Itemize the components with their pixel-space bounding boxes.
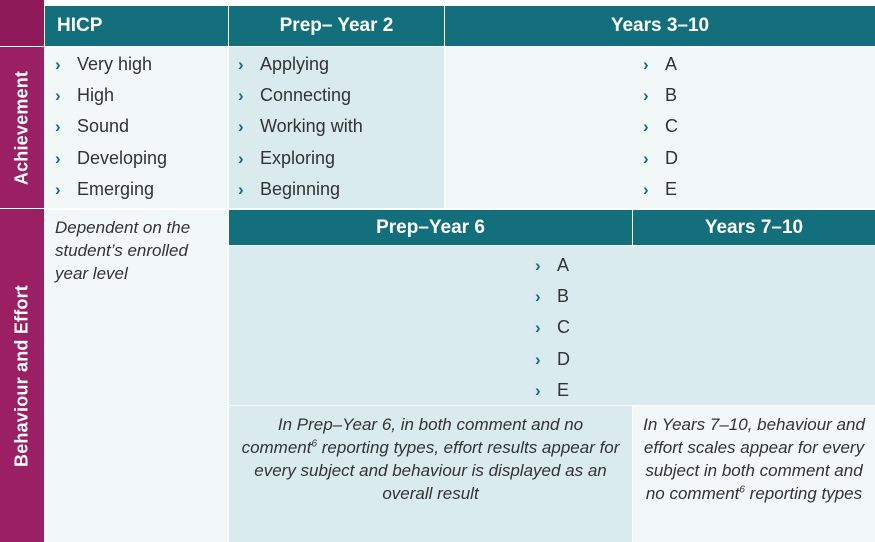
list-item (238, 80, 363, 111)
list-item-label: Working with (260, 116, 363, 137)
list-item-label: A (557, 255, 570, 275)
header-years-3-10: Years 3–10 (445, 6, 875, 46)
list-item (535, 375, 570, 406)
list-item-label: High (77, 85, 115, 106)
list-item-label: Connecting (260, 85, 352, 106)
chevron-right-icon: › (238, 86, 244, 106)
list-item (238, 174, 363, 205)
row-label-behaviour-effort (0, 209, 44, 542)
chevron-right-icon: › (55, 148, 61, 168)
footnote-marker: 6 (739, 484, 745, 496)
chevron-right-icon: › (238, 117, 244, 137)
list-item-label: E (557, 379, 570, 400)
chevron-right-icon: › (643, 55, 649, 74)
list-item (55, 174, 167, 205)
achievement-label: Achievement (11, 70, 32, 185)
list-item (238, 111, 363, 142)
hicp-scale-list (55, 49, 167, 205)
list-item (535, 312, 570, 343)
y710-note-part-a: In Years 7–10, behaviour and effort scales appear for every subject in both comment and no comment (643, 415, 865, 503)
chevron-right-icon: › (535, 318, 541, 338)
list-item-label: C (557, 317, 570, 338)
chevron-right-icon: › (643, 148, 649, 168)
list-item-label: Developing (77, 147, 168, 168)
y710-note-part-b: reporting types (744, 484, 863, 503)
list-item (643, 174, 678, 205)
chevron-right-icon: › (238, 148, 244, 168)
chevron-right-icon: › (535, 349, 541, 369)
list-item (55, 143, 167, 174)
list-item (643, 49, 678, 80)
chevron-right-icon: › (55, 117, 61, 137)
footnote-marker: 6 (311, 438, 318, 450)
list-item-label: Exploring (260, 147, 336, 168)
behaviour-effort-label: Behaviour and Effort (11, 284, 32, 467)
list-item-label: E (665, 178, 678, 199)
chevron-right-icon: › (643, 179, 649, 199)
chevron-right-icon: › (55, 179, 61, 199)
chevron-right-icon: › (55, 55, 61, 74)
list-item (238, 49, 363, 80)
list-item-label: B (557, 286, 570, 307)
chevron-right-icon: › (643, 86, 649, 106)
chevron-right-icon: › (643, 117, 649, 137)
list-item-label: D (665, 147, 678, 168)
list-item (643, 143, 678, 174)
header-prep-year6: Prep–Year 6 (229, 210, 632, 245)
list-item (535, 250, 570, 281)
header-prep-year2: Prep– Year 2 (229, 6, 444, 46)
prep6-note (240, 413, 621, 505)
list-item-label: Sound (77, 116, 130, 137)
corner-cell (0, 0, 44, 46)
list-item-label: Applying (260, 54, 330, 74)
list-item (238, 143, 363, 174)
header-years-7-10: Years 7–10 (633, 210, 875, 245)
chevron-right-icon: › (535, 287, 541, 307)
chevron-right-icon: › (238, 55, 244, 74)
prep2-scale-list (238, 49, 363, 205)
list-item (55, 111, 167, 142)
list-item-label: B (665, 85, 678, 106)
chevron-right-icon: › (535, 380, 541, 400)
list-item (643, 111, 678, 142)
hicp-behaviour-note: Dependent on the student’s enrolled year level (55, 218, 191, 283)
y710-note (637, 413, 871, 505)
prep6-note-part-b: reporting types, effort results appear for every subject and behaviour is displayed as an overall result (254, 438, 620, 503)
years-3-10-scale-list (643, 49, 678, 205)
chevron-right-icon: › (55, 86, 61, 106)
list-item-label: Emerging (77, 178, 155, 199)
list-item (535, 344, 570, 375)
list-item-label: Beginning (260, 178, 341, 199)
list-item-label: A (665, 54, 678, 74)
list-item-label: Very high (77, 54, 153, 74)
row-label-achievement (0, 47, 44, 208)
behaviour-scale-list (535, 250, 570, 406)
list-item-label: D (557, 348, 570, 369)
list-item (55, 49, 167, 80)
prep6-note-part-a: In Prep–Year 6, in both comment and no comment (241, 415, 584, 457)
chevron-right-icon: › (535, 256, 541, 275)
header-hicp: HICP (45, 6, 228, 46)
chevron-right-icon: › (238, 179, 244, 199)
list-item (55, 80, 167, 111)
list-item-label: C (665, 116, 678, 137)
list-item (535, 281, 570, 312)
list-item (643, 80, 678, 111)
